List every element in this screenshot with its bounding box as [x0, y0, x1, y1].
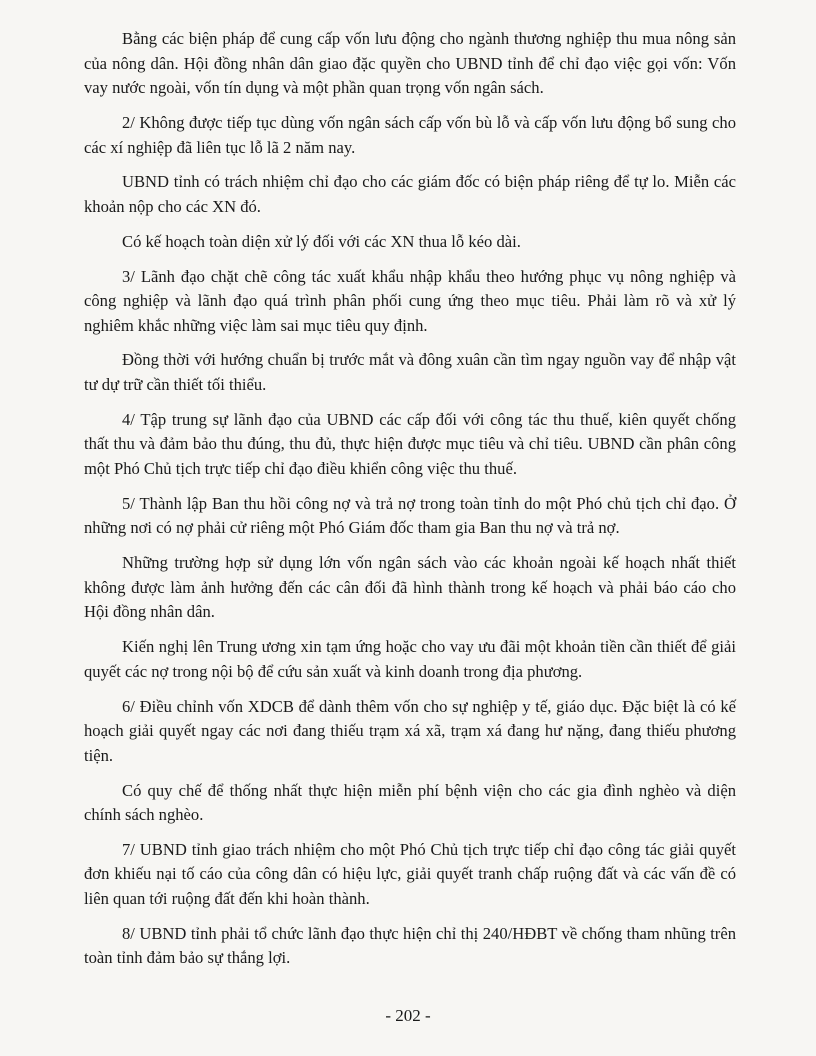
- paragraph: 4/ Tập trung sự lãnh đạo của UBND các cấp đối với công tác thu thuế, kiên quyết chống thất thu và đảm bảo thu đúng, thu đủ, thực hiện được mục tiêu và chỉ tiêu. UBND cần phân công một Phó Chủ tịch trực tiếp chỉ đạo điều khiển công việc thu thuế.: [84, 409, 736, 479]
- paragraph: Kiến nghị lên Trung ương xin tạm ứng hoặc cho vay ưu đãi một khoản tiền cần thiết để giải quyết các nợ trong nội bộ để cứu sản xuất và kinh doanh trong địa phương.: [84, 637, 736, 681]
- paragraph: Bằng các biện pháp để cung cấp vốn lưu động cho ngành thương nghiệp thu mua nông sản của nông dân. Hội đồng nhân dân giao đặc quyền cho UBND tỉnh để chỉ đạo việc gọi vốn: Vốn vay nước ngoài, vốn tín dụng và một phần quan trọng vốn ngân sách.: [84, 29, 736, 98]
- paragraph: 6/ Điều chỉnh vốn XDCB để dành thêm vốn cho sự nghiệp y tế, giáo dục. Đặc biệt là có kế hoạch giải quyết ngay các nơi đang thiếu trạm xá xã, trạm xá đang hư nặng, đang thiếu phương tiện.: [84, 696, 736, 765]
- paragraph: 5/ Thành lập Ban thu hồi công nợ và trả nợ trong toàn tỉnh do một Phó chủ tịch chỉ đạo. Ở những nơi có nợ phải cử riêng một Phó Giám đốc tham gia Ban thu nợ và trả nợ.: [84, 493, 736, 538]
- paragraph: 3/ Lãnh đạo chặt chẽ công tác xuất khẩu nhập khẩu theo hướng phục vụ nông nghiệp và công nghiệp và lãnh đạo quá trình phân phối cung ứng theo mục tiêu. Phải làm rõ và xử lý nghiêm khắc những việc làm sai mục tiêu quy định.: [84, 266, 736, 335]
- paragraph: UBND tỉnh có trách nhiệm chỉ đạo cho các giám đốc có biện pháp riêng để tự lo. Miễn các khoản nộp cho các XN đó.: [84, 172, 736, 216]
- paragraph: 8/ UBND tỉnh phải tổ chức lãnh đạo thực hiện chỉ thị 240/HĐBT về chống tham nhũng trên toàn tỉnh đảm bảo sự thắng lợi.: [84, 923, 736, 968]
- paragraph: 2/ Không được tiếp tục dùng vốn ngân sách cấp vốn bù lỗ và cấp vốn lưu động bổ sung cho các xí nghiệp đã liên tục lỗ lã 2 năm nay.: [84, 112, 736, 157]
- paragraph: Có kế hoạch toàn diện xử lý đối với các XN thua lỗ kéo dài.: [122, 231, 521, 251]
- document-body: [84, 27, 736, 981]
- paragraph: Đồng thời với hướng chuẩn bị trước mắt và đông xuân cần tìm ngay nguồn vay để nhập vật tư dự trữ cần thiết tối thiểu.: [84, 350, 736, 395]
- paragraph: Có quy chế để thống nhất thực hiện miễn phí bệnh viện cho các gia đình nghèo và diện chính sách nghèo.: [84, 780, 736, 825]
- paragraph: Những trường hợp sử dụng lớn vốn ngân sách vào các khoản ngoài kế hoạch nhất thiết không được làm ảnh hưởng đến các cân đối đã hình thành trong kế hoạch và phải báo cáo cho Hội đồng nhân dân.: [84, 553, 736, 622]
- paragraph: 7/ UBND tỉnh giao trách nhiệm cho một Phó Chủ tịch trực tiếp chỉ đạo công tác giải quyết đơn khiếu nại tố cáo của công dân có hiệu lực, giải quyết tranh chấp ruộng đất và các vấn đề có liên quan tới ruộng đất đến khi hoàn thành.: [84, 839, 736, 909]
- page-number: - 202 -: [385, 1006, 431, 1025]
